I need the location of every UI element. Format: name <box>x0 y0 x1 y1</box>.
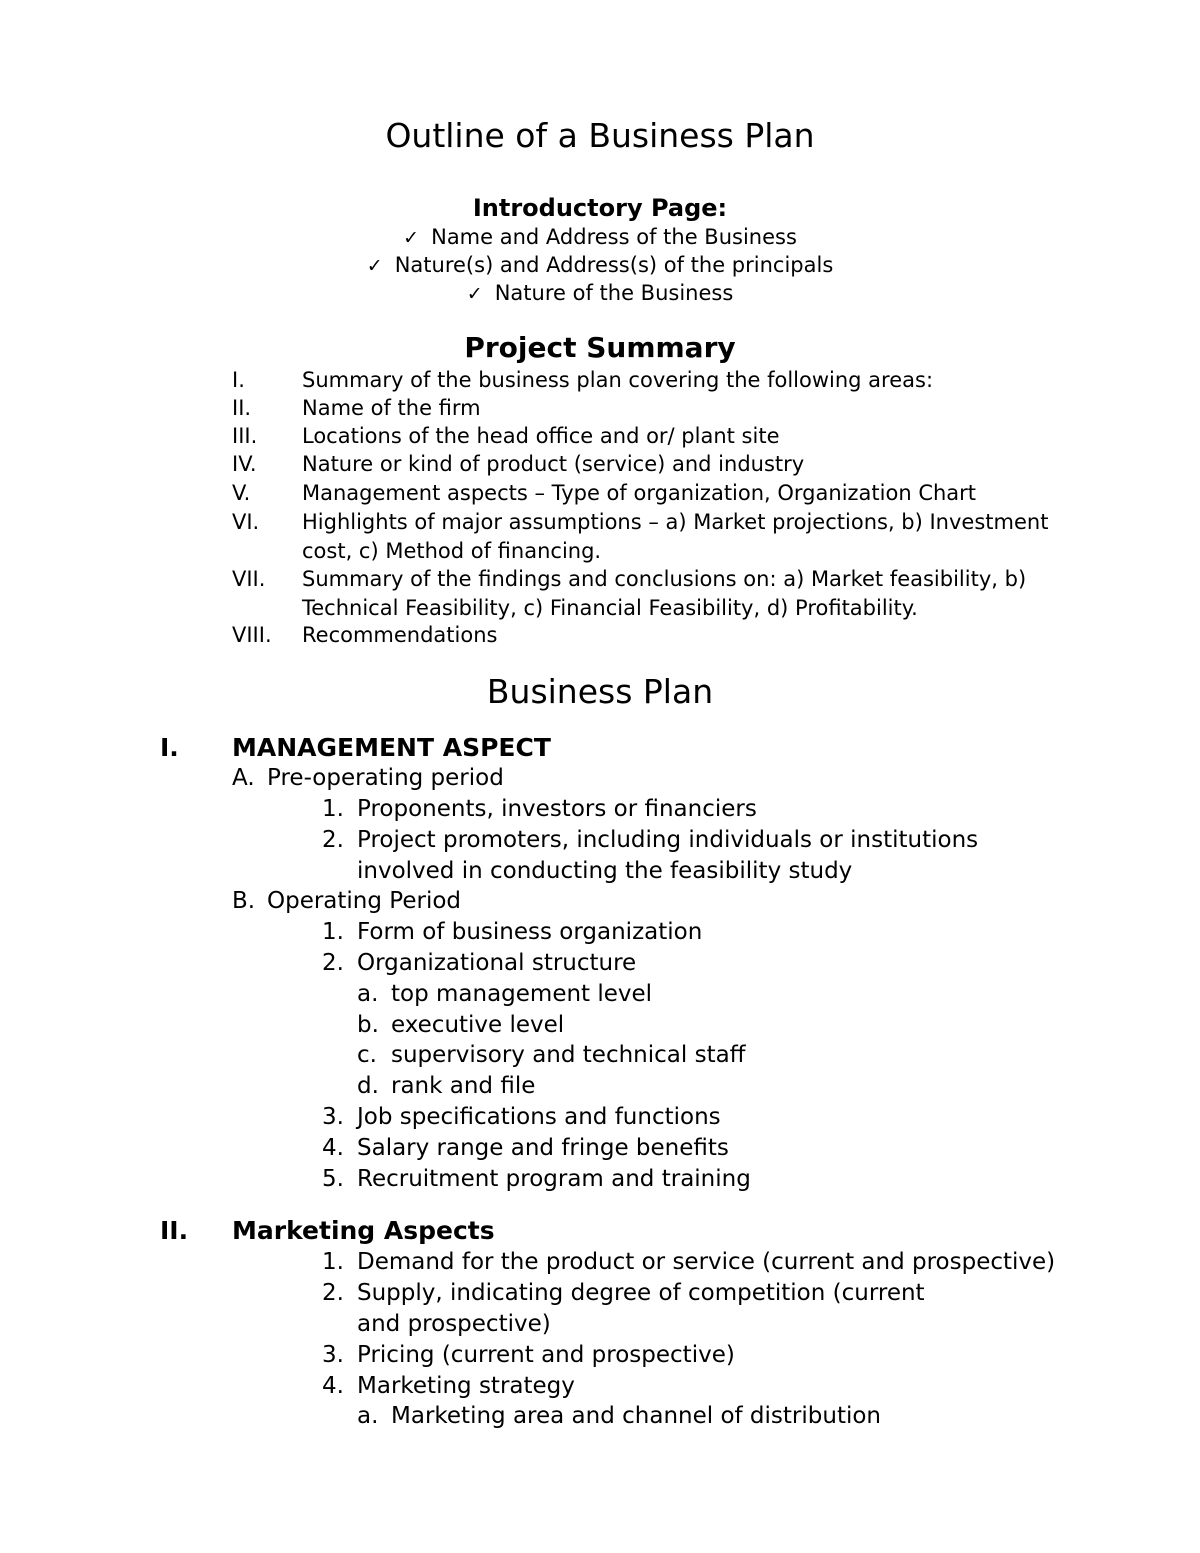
introductory-heading: Introductory Page: <box>472 194 728 222</box>
outline-item-text: Operating Period <box>267 888 462 914</box>
outline-item <box>232 763 1092 794</box>
outline-item-text: Project promoters, including individuals or institutions involved in conducting the feasibility study <box>357 827 979 884</box>
project-summary-heading: Project Summary <box>464 331 736 364</box>
introductory-item <box>0 279 1200 308</box>
outline-item-text: Demand for the product or service (current and prospective) <box>357 1249 1056 1275</box>
summary-item <box>232 422 1072 451</box>
section-number: II. <box>160 1216 189 1245</box>
outline-item-text: supervisory and technical staff <box>391 1042 746 1068</box>
outline-item-number: 1. <box>322 796 344 822</box>
outline-item <box>322 1278 962 1340</box>
outline-item-number: d. <box>357 1073 379 1099</box>
summary-item-number: II. <box>232 396 252 420</box>
outline-item-text: Form of business organization <box>357 919 703 945</box>
outline-item <box>322 825 1082 887</box>
outline-item-text: Proponents, investors or financiers <box>357 796 757 822</box>
outline-item-number: b. <box>357 1012 379 1038</box>
summary-item-number: V. <box>232 481 251 505</box>
business-plan-heading: Business Plan <box>486 672 714 711</box>
summary-item-number: VII. <box>232 567 266 591</box>
summary-item-number: I. <box>232 368 245 392</box>
outline-item <box>357 1071 1077 1102</box>
outline-item-text: Organizational structure <box>357 950 637 976</box>
section-title: MANAGEMENT ASPECT <box>232 733 551 762</box>
summary-item-text: Nature or kind of product (service) and industry <box>302 452 805 476</box>
outline-item-number: A. <box>232 765 255 791</box>
section-number: I. <box>160 733 179 762</box>
section-heading-marketing <box>160 1215 495 1246</box>
summary-item <box>232 565 1072 622</box>
outline-item-number: 3. <box>322 1342 344 1368</box>
outline-item-number: c. <box>357 1042 377 1068</box>
summary-item <box>232 621 1072 650</box>
summary-item <box>232 394 1072 423</box>
summary-item-text: Highlights of major assumptions – a) Market projections, b) Investment cost, c) Method of financing. <box>302 510 1049 563</box>
outline-item <box>322 917 1082 948</box>
outline-item <box>322 1102 1082 1133</box>
outline-item <box>357 1010 1077 1041</box>
outline-item <box>357 1040 1077 1071</box>
introductory-item-text: Name and Address of the Business <box>431 225 797 249</box>
outline-item-number: 2. <box>322 1280 344 1306</box>
section-heading-management <box>160 732 551 763</box>
summary-item-text: Management aspects – Type of organization, Organization Chart <box>302 481 977 505</box>
summary-item <box>232 450 1072 479</box>
outline-item-text: Marketing area and channel of distribution <box>391 1403 881 1429</box>
outline-item-number: a. <box>357 1403 379 1429</box>
summary-item-number: VI. <box>232 510 260 534</box>
outline-item-text: Supply, indicating degree of competition (current and prospective) <box>357 1280 925 1337</box>
outline-item <box>322 1340 1082 1371</box>
outline-item-text: Pre-operating period <box>267 765 504 791</box>
outline-item <box>357 1401 1077 1432</box>
checkmark-icon: ✓ <box>403 227 420 249</box>
outline-item-text: executive level <box>391 1012 565 1038</box>
summary-item <box>232 479 1072 508</box>
outline-item-text: Salary range and fringe benefits <box>357 1135 729 1161</box>
introductory-item <box>0 223 1200 252</box>
outline-item-number: 1. <box>322 1249 344 1275</box>
outline-item <box>357 979 1077 1010</box>
outline-item-number: 4. <box>322 1135 344 1161</box>
summary-item-number: III. <box>232 424 258 448</box>
outline-item <box>322 1133 1082 1164</box>
outline-item-number: 2. <box>322 827 344 853</box>
introductory-item <box>0 251 1200 280</box>
outline-item <box>322 1164 1082 1195</box>
introductory-item-text: Nature of the Business <box>494 281 734 305</box>
checkmark-icon: ✓ <box>366 255 383 277</box>
outline-item <box>232 886 1092 917</box>
outline-item-number: B. <box>232 888 256 914</box>
section-title: Marketing Aspects <box>232 1216 495 1245</box>
summary-item-text: Summary of the findings and conclusions on: a) Market feasibility, b) Technical Feasibility, c) Financial Feasibility, d) Profitability. <box>302 567 1027 620</box>
summary-item-text: Summary of the business plan covering the following areas: <box>302 368 934 392</box>
summary-item-text: Name of the firm <box>302 396 481 420</box>
outline-item-text: top management level <box>391 981 653 1007</box>
introductory-item-text: Nature(s) and Address(s) of the principals <box>394 253 834 277</box>
checkmark-icon: ✓ <box>466 283 483 305</box>
outline-item <box>322 1247 1082 1278</box>
outline-item-number: 4. <box>322 1373 344 1399</box>
summary-item <box>232 366 1072 395</box>
outline-item <box>322 1371 1082 1402</box>
outline-item <box>322 794 1082 825</box>
summary-item-number: IV. <box>232 452 257 476</box>
summary-item-text: Recommendations <box>302 623 498 647</box>
outline-item <box>322 948 1082 979</box>
outline-item-text: rank and file <box>391 1073 536 1099</box>
outline-item-number: 1. <box>322 919 344 945</box>
outline-item-number: a. <box>357 981 379 1007</box>
summary-item <box>232 508 1072 565</box>
summary-item-number: VIII. <box>232 623 272 647</box>
summary-item-text: Locations of the head office and or/ plant site <box>302 424 780 448</box>
outline-item-text: Marketing strategy <box>357 1373 575 1399</box>
document-title: Outline of a Business Plan <box>385 116 815 155</box>
outline-item-text: Job specifications and functions <box>357 1104 721 1130</box>
outline-item-number: 5. <box>322 1166 344 1192</box>
outline-item-text: Recruitment program and training <box>357 1166 751 1192</box>
outline-item-text: Pricing (current and prospective) <box>357 1342 735 1368</box>
outline-item-number: 3. <box>322 1104 344 1130</box>
outline-item-number: 2. <box>322 950 344 976</box>
